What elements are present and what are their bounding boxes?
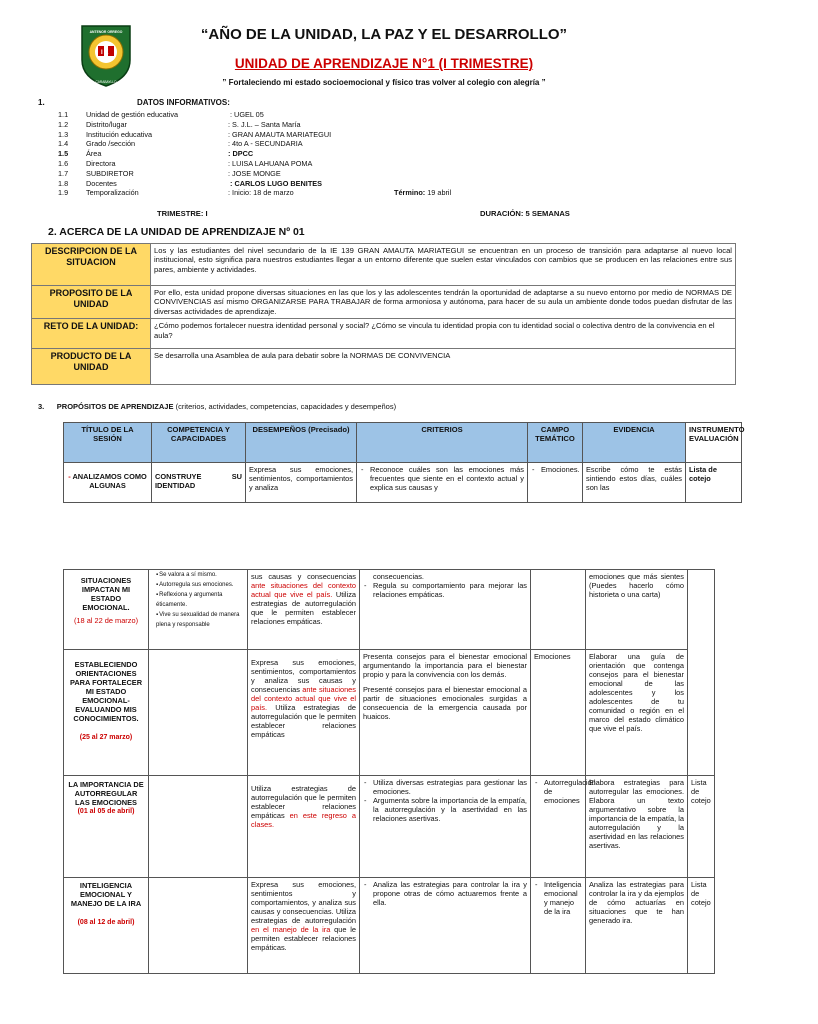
datos-key: Temporalización [86,188,139,198]
section-1-number: 1. [38,98,45,107]
capacidades-cell: ▪ Se valora a sí mismo. ▪ Autorregula sus emociones. ▪ Reflexiona y argumenta éticamente. ▪ Vive su sexualidad de manera plena y responsable [149,570,248,650]
capacidades-cell [149,650,248,776]
desempeno-cell: sus causas y consecuencias ante situaciones del contexto actual que vive el país. Utiliza estrategias de autorregulación que le permiten establecer relaciones empáticas. [248,570,360,650]
desempeno-cell: Expresa sus emociones, sentimientos y comportamientos, y analiza sus causas y consecuencias. Utiliza estrategias de autorregulación en el manejo de la ira que le permiten establecer relaciones empáticas. [248,878,360,974]
datos-key: Grado /sección [86,139,136,149]
instrumento-cell [688,570,715,776]
acerca-label: RETO DE LA UNIDAD: [32,319,151,349]
header-instrumento: INSTRUMENTO EVALUACIÓN [686,423,742,463]
section-3-title: PROPÓSITOS DE APRENDIZAJE [56,402,174,411]
datos-value: : CARLOS LUGO BENITES [230,178,323,188]
datos-num: 1.2 [58,119,69,129]
datos-num: 1.7 [58,168,69,178]
page-title: “AÑO DE LA UNIDAD, LA PAZ Y EL DESARROLLO” [200,26,568,43]
datos-value: : GRAN AMAUTA MARIATEGUI [228,129,332,139]
campo-cell: - Autorregulación de emociones [531,776,586,878]
criterio-cell: Presenta consejos para el bienestar emocional argumentando la importancia para el bienestar propio y para la convivencia con los demás. Presenté consejos para el bienestar emocional a partir de situaciones emocionales surgidas a consecuencia de la emergencia causada por huaicos. [360,650,531,776]
table-row [64,463,742,503]
criterio-cell: consecuencias. - Regula su comportamiento para mejorar las relaciones empáticas. [360,570,531,650]
desempeno-cell: Expresa sus emociones, sentimientos, comportamientos y analiza [246,463,357,503]
acerca-text: Se desarrolla una Asamblea de aula para debatir sobre la NORMAS DE CONVIVENCIA [151,349,736,385]
datos-value: : JOSE MONGE [228,168,281,178]
datos-num: 1.6 [58,159,69,168]
unit-title: UNIDAD DE APRENDIZAJE N°1 (I TRIMESTRE) [234,56,534,71]
datos-num: 1.4 [58,139,69,149]
session-date: (25 al 27 marzo) [79,734,133,741]
section-3-number: 3. [38,402,45,411]
acerca-text: Por ello, esta unidad propone diversas situaciones en las que los y las adolescentes tendrán la oportunidad de adaptarse a su nuevo entorno por medio de NORMAS DE CONVIVENCIAS así mismo ORGANIZARSE PARA TRABAJAR de forma armoniosa y autónoma, para hacer de su aula un ambiente donde todos puedan disfrutar de las diversas actividades de aprendizaje. [151,286,736,319]
datos-key: Institución educativa [86,129,153,139]
datos-list [58,110,658,205]
datos-key: SUBDIRETOR [86,168,134,178]
datos-num: 1.3 [58,129,69,139]
session-date: (01 al 05 de abril) [77,808,135,815]
session-title: INTELIGENCIA EMOCIONAL Y MANEJO DE LA IRA (08 al 12 de abril) [64,878,149,974]
acerca-label: DESCRIPCION DE LA SITUACION [32,244,151,286]
section-3-heading [38,402,396,411]
datos-key: Directora [86,159,116,168]
acerca-row [32,286,736,319]
acerca-row [32,244,736,286]
table-row [64,776,715,878]
session-date: (18 al 22 de marzo) [73,616,139,625]
trimestre-label: TRIMESTRE: I [157,209,208,218]
header-competencia: COMPETENCIA Y CAPACIDADES [152,423,246,463]
acerca-row [32,349,736,385]
datos-value: : LUISA LAHUANA POMA [228,159,313,168]
header-criterios: CRITERIOS [357,423,528,463]
section-1-heading: DATOS INFORMATIVOS: [137,98,230,107]
capacidades-cell [149,776,248,878]
acerca-label: PRODUCTO DE LA UNIDAD [32,349,151,385]
instrumento-cell: Lista de cotejo [686,463,742,503]
logo-ring-text: ANTENOR ORREGO [89,30,123,34]
section-2-heading: 2. ACERCA DE LA UNIDAD DE APRENDIZAJE Nº 01 [48,226,305,238]
acerca-label: PROPOSITO DE LA UNIDAD [32,286,151,319]
datos-value: : 4to A - SECUNDARIA [228,139,303,149]
criterio-cell: - Reconoce cuáles son las emociones más frecuentes que siente en el contexto actual y explica sus causas y [357,463,528,503]
acerca-row [32,319,736,349]
termino-value: 19 abril [425,188,452,198]
datos-value: : Inicio: 18 de marzo [228,188,294,198]
instrumento-cell: Lista de cotejo [688,776,715,878]
datos-key: Distrito/lugar [86,119,127,129]
desempeno-cell: Expresa sus emociones, sentimientos, comportamientos y analiza sus causas y consecuencias ante situaciones del contexto actual que vive el país. Utiliza estrategias de autorregulación que le permiten establecer relaciones empáticas [248,650,360,776]
datos-num: 1.1 [58,110,69,119]
table-row [64,878,715,974]
evidencia-cell: Analiza las estrategias para controlar la ira y da ejemplos de cómo actuarías en situaciones que te han generado ira. [586,878,688,974]
logo-letters: I E [101,50,109,56]
datos-num: 1.9 [58,188,69,198]
desempeno-cell: Utiliza estrategias de autorregulación que le permiten establecer relaciones empáticas en este regreso a clases. [248,776,360,878]
acerca-text: ¿Cómo podemos fortalecer nuestra identidad personal y social? ¿Cómo se vincula tu identidad propia con tu identidad social o colectiva dentro de la convivencia en el aula? [151,319,736,349]
propositos-table-part2 [63,569,715,974]
campo-cell: - Inteligencia emocional y manejo de la ira [531,878,586,974]
unit-subtitle: ” Fortaleciendo mi estado socioemocional y físico tras volver al colegio con alegría ” [222,78,546,87]
section-3-note: (criterios, actividades, competencias, capacidades y desempeños) [173,402,397,411]
competencia-cell: CONSTRUYE SU IDENTIDAD [152,463,246,503]
datos-key: Área [86,149,102,159]
acerca-text: Los y las estudiantes del nivel secundario de la IE 139 GRAN AMAUTA MARIATEGUI se encuentran en un proceso de transición para adaptarse al nuevo local institucional, esto significa para nuestros estudiantes llegar a un entorno diferente que suelen estar vinculados con cambios que se producen en las relaciones entre sus pares, ambiente y actividades. [151,244,736,286]
propositos-table-part1 [63,422,745,503]
datos-value: : DPCC [228,149,254,159]
termino-label: Término: [394,188,426,198]
termino-row [394,188,451,198]
session-date: (08 al 12 de abril) [77,919,135,926]
table-row [64,650,715,776]
datos-key: Docentes [86,178,117,188]
campo-cell: - Emociones. [528,463,583,503]
header-campo: CAMPO TEMÁTICO [528,423,583,463]
evidencia-cell: emociones que más sientes (Puedes hacerlo cómo historieta o una carta) [586,570,688,650]
logo-bottom-text: CARABAYLLO [95,80,117,84]
datos-value: : S. J.L. – Santa María [228,119,301,129]
session-title: ESTABLECIENDO ORIENTACIONES PARA FORTALECER MI ESTADO EMOCIONAL- EVALUANDO MIS CONOCIMIENTOS. (25 al 27 marzo) [64,650,149,776]
table-row [64,570,715,650]
duracion-label: DURACIÓN: 5 SEMANAS [480,209,570,218]
capacidades-cell [149,878,248,974]
datos-key: Unidad de gestión educativa [86,110,179,119]
datos-value: : UGEL 05 [230,110,264,119]
table-header-row [64,423,742,463]
evidencia-cell: Elaborar una guía de orientación que contenga consejos para el bienestar emocional de las adolescentes y los adolescentes de tu comunidad o región en el marco del estado climático que vive el país. [586,650,688,776]
instrumento-cell: Lista de cotejo [688,878,715,974]
session-title: - ANALIZAMOS COMO ALGUNAS [64,463,152,503]
campo-cell: Emociones [531,650,586,776]
datos-num: 1.5 [58,149,69,159]
criterio-cell: - Analiza las estrategias para controlar la ira y propone otras de cómo actuaremos frente a ella. [360,878,531,974]
session-title: SITUACIONES IMPACTAN MI ESTADO EMOCIONAL. (18 al 22 de marzo) [64,570,149,650]
evidencia-cell: Elabora estrategias para autorregular las emociones. Elabora un texto argumentativo sobre la importancia de la empatía, la autorregulación y la asertividad en las relaciones asertivas. [586,776,688,878]
session-title: LA IMPORTANCIA DE AUTORREGULAR LAS EMOCIONES (01 al 05 de abril) [64,776,149,878]
evidencia-cell: Escribe cómo te estás sintiendo estos días, cuáles son las [583,463,686,503]
header-titulo: TÍTULO DE LA SESIÓN [64,423,152,463]
criterio-cell: - Utiliza diversas estrategias para gestionar las emociones. - Argumenta sobre la importancia de la empatía, la autorregulación y la asertividad en las relaciones asertivas. [360,776,531,878]
header-desempenos: DESEMPEÑOS (Precisado) [246,423,357,463]
datos-num: 1.8 [58,178,69,188]
header-evidencia: EVIDENCIA [583,423,686,463]
campo-cell [531,570,586,650]
acerca-table [31,243,736,385]
